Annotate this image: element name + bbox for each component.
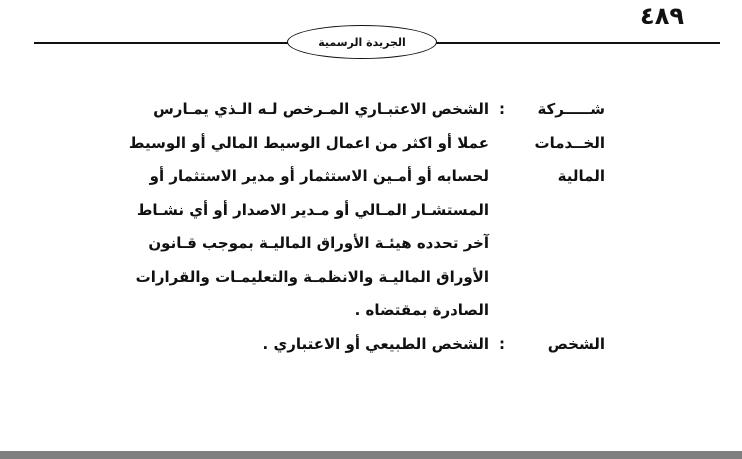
term-line: الشخص <box>547 334 605 353</box>
text-line: الشخص الطبيعي أو الاعتباري . <box>262 334 489 353</box>
definition-row <box>60 93 605 328</box>
term-line: الخــدمات <box>534 133 605 152</box>
term-line: شـــــركة <box>537 100 605 118</box>
page-number: ٤٨٩ <box>640 2 684 30</box>
term-line: المالية <box>557 167 605 185</box>
text-line: عملا أو اكثر من اعمال الوسيط المالي أو الوسيط <box>128 133 489 152</box>
definitions-list <box>60 93 605 361</box>
definition-term <box>515 328 605 362</box>
text-line: الصادرة بمقتضاه . <box>354 301 489 319</box>
header-oval <box>287 25 437 59</box>
text-line: آخر تحدده هيئـة الأوراق الماليـة بموجب قـانون <box>148 234 489 252</box>
definition-colon: : <box>499 334 505 353</box>
footer-bar <box>0 451 742 459</box>
text-line: الأوراق الماليـة والانظمـة والتعليمـات والقرارات <box>135 267 489 286</box>
definition-term <box>515 93 605 194</box>
definition-text <box>60 93 489 328</box>
definition-colon: : <box>499 100 505 118</box>
text-line: الشخص الاعتبـاري المـرخص لـه الـذي يمـارس <box>153 100 489 118</box>
definition-text <box>60 328 489 362</box>
header-title: الجريدة الرسمية <box>318 35 406 49</box>
definition-row <box>60 328 605 362</box>
text-line: لحسابه أو أمـين الاستثمار أو مدير الاستثمار أو <box>149 167 489 185</box>
text-line: المستشـار المـالي أو مـدير الاصدار أو أي نشـاط <box>136 200 489 219</box>
